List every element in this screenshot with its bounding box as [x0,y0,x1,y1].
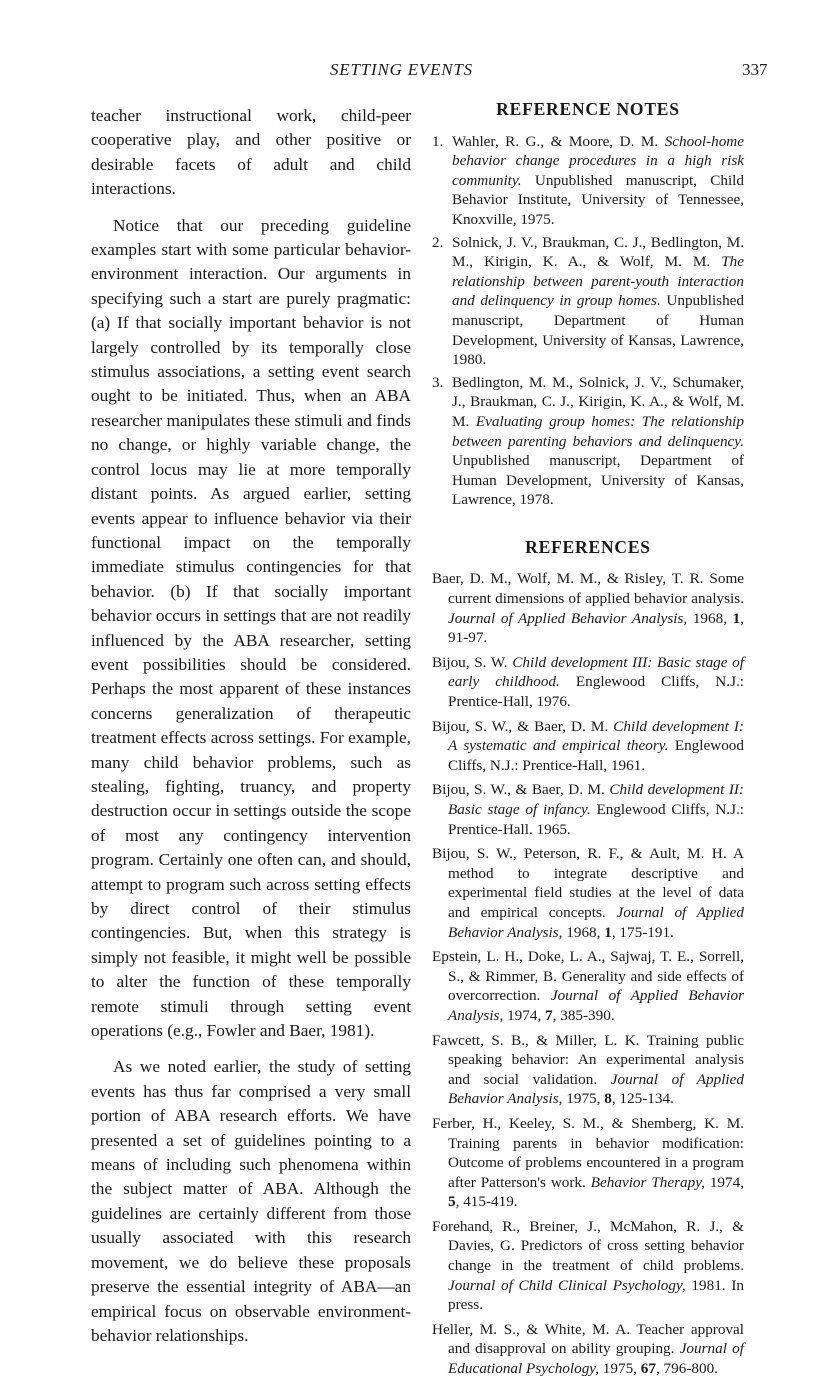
right-column [432,100,744,1384]
reference-notes-list [432,132,744,510]
reference-note: 3. Bedlington, M. M., Solnick, J. V., Schumaker, J., Braukman, C. J., Kirigin, K. A., & Wolf, M. M. Evaluating group homes: The relationship between parenting behaviors and delinquency. Unpublished manuscript, Department of Human Development, University of Kansas, Lawrence, 1978. [432,373,744,509]
reference-entry: Baer, D. M., Wolf, M. M., & Risley, T. R. Some current dimensions of applied behavior analysis. Journal of Applied Behavior Analysis, 1968, 1, 91-97. [432,570,744,647]
reference-entry: Ferber, H., Keeley, S. M., & Shemberg, K. M. Training parents in behavior modification: Outcome of problems encountered in a program after Patterson's work. Behavior Therapy, 1974, 5, 415-419. [432,1114,745,1211]
running-head [0,60,816,84]
reference-entry: Bijou, S. W., & Baer, D. M. Child development II: Basic stage of infancy. Englewood Cliffs, N.J.: Prentice-Hall. 1965. [432,781,745,838]
reference-notes-heading: REFERENCE NOTES [496,99,680,119]
references-heading: REFERENCES [525,536,651,557]
paragraph-continuation: teacher instructional work, child-peer cooperative play, and other positive or desirable facets of adult and child interactions. [91,106,411,199]
reference-entry: Forehand, R., Breiner, J., McMahon, R. J., & Davies, G. Predictors of cross setting behavior change in the treatment of child problems. Journal of Child Clinical Psychology, 1981. In press. [432,1217,744,1314]
left-column [91,104,411,1348]
reference-note: 2. Solnick, J. V., Braukman, C. J., Bedlington, M. M., Kirigin, K. A., & Wolf, M. M. The relationship between parent-youth interaction and delinquency in group homes. Unpublished manuscript, Department of Human Development, University of Kansas, Lawrence, 1980. [432,233,745,369]
paragraph-guidelines: Notice that our preceding guideline examples start with some particular behavior-environment interaction. Our arguments in specifying such a start are purely pragmatic: (a) If that socially important behavior is not largely controlled by its temporally close stimulus associations, a setting event search ought to be initiated. Thus, when an ABA researcher manipulates these stimuli and finds no change, or highly variable change, the control locus may lie at more temporally distant points. As argued earlier, setting events appear to influence behavior via their functional impact on the temporally immediate stimulus contingencies for that behavior. (b) If that socially important behavior occurs in settings that are not readily influenced by the ABA researcher, setting event possibilities should be considered. Perhaps the most apparent of these instances concerns generalization of therapeutic treatment effects across settings. For example, many child behavior problems, such as stealing, fighting, truancy, and property destruction occur in settings outside the scope of most any contingency intervention program. Certainly one often can, and should, attempt to program such across setting effects by direct control of their stimulus contingencies. But, when this strategy is simply not feasible, it might well be possible to alter the function of these temporally remote stimuli through setting event operations (e.g., Fowler and Baer, 1981). [91,215,411,1041]
reference-entry: Bijou, S. W., & Baer, D. M. Child development I: A systematic and empirical theory. Englewood Cliffs, N.J.: Prentice-Hall, 1961. [432,717,744,774]
reference-entry: Bijou, S. W., Peterson, R. F., & Ault, M. H. A method to integrate descriptive and experimental field studies at the level of data and empirical concepts. Journal of Applied Behavior Analysis, 1968, 1, 175-191. [432,845,744,941]
reference-entry: Fawcett, S. B., & Miller, L. K. Training public speaking behavior: An experimental analysis and social validation. Journal of Applied Behavior Analysis, 1975, 8, 125-134. [432,1031,744,1108]
reference-note: 1. Wahler, R. G., & Moore, D. M. School-home behavior change procedures in a high risk community. Unpublished manuscript, Child Behavior Institute, University of Tennessee, Knoxville, 1975. [432,132,744,228]
reference-entry: Bijou, S. W. Child development III: Basic stage of early childhood. Englewood Cliffs, N.J.: Prentice-Hall, 1976. [432,653,744,711]
references-list [432,569,744,1378]
page-number: 337 [742,60,768,79]
reference-entry: Heller, M. S., & White, M. A. Teacher approval and disapproval on ability grouping. Journal of Educational Psychology, 1975, 67, 796-800. [432,1320,744,1378]
reference-entry: Epstein, L. H., Doke, L. A., Sajwaj, T. E., Sorrell, S., & Rimmer, B. Generality and side effects of overcorrection. Journal of Applied Behavior Analysis, 1974, 7, 385-390. [432,948,745,1024]
paragraph-conclusion: As we noted earlier, the study of setting events has thus far comprised a very small portion of ABA research efforts. We have presented a set of guidelines pointing to a means of including such phenomena within the subject matter of ABA. Although the guidelines are certainly different from those usually associated with this research movement, we do believe these proposals preserve the essential integrity of ABA—an empirical focus on observable environment-behavior relationships. [91,1057,411,1345]
running-title: SETTING EVENTS [330,60,473,79]
